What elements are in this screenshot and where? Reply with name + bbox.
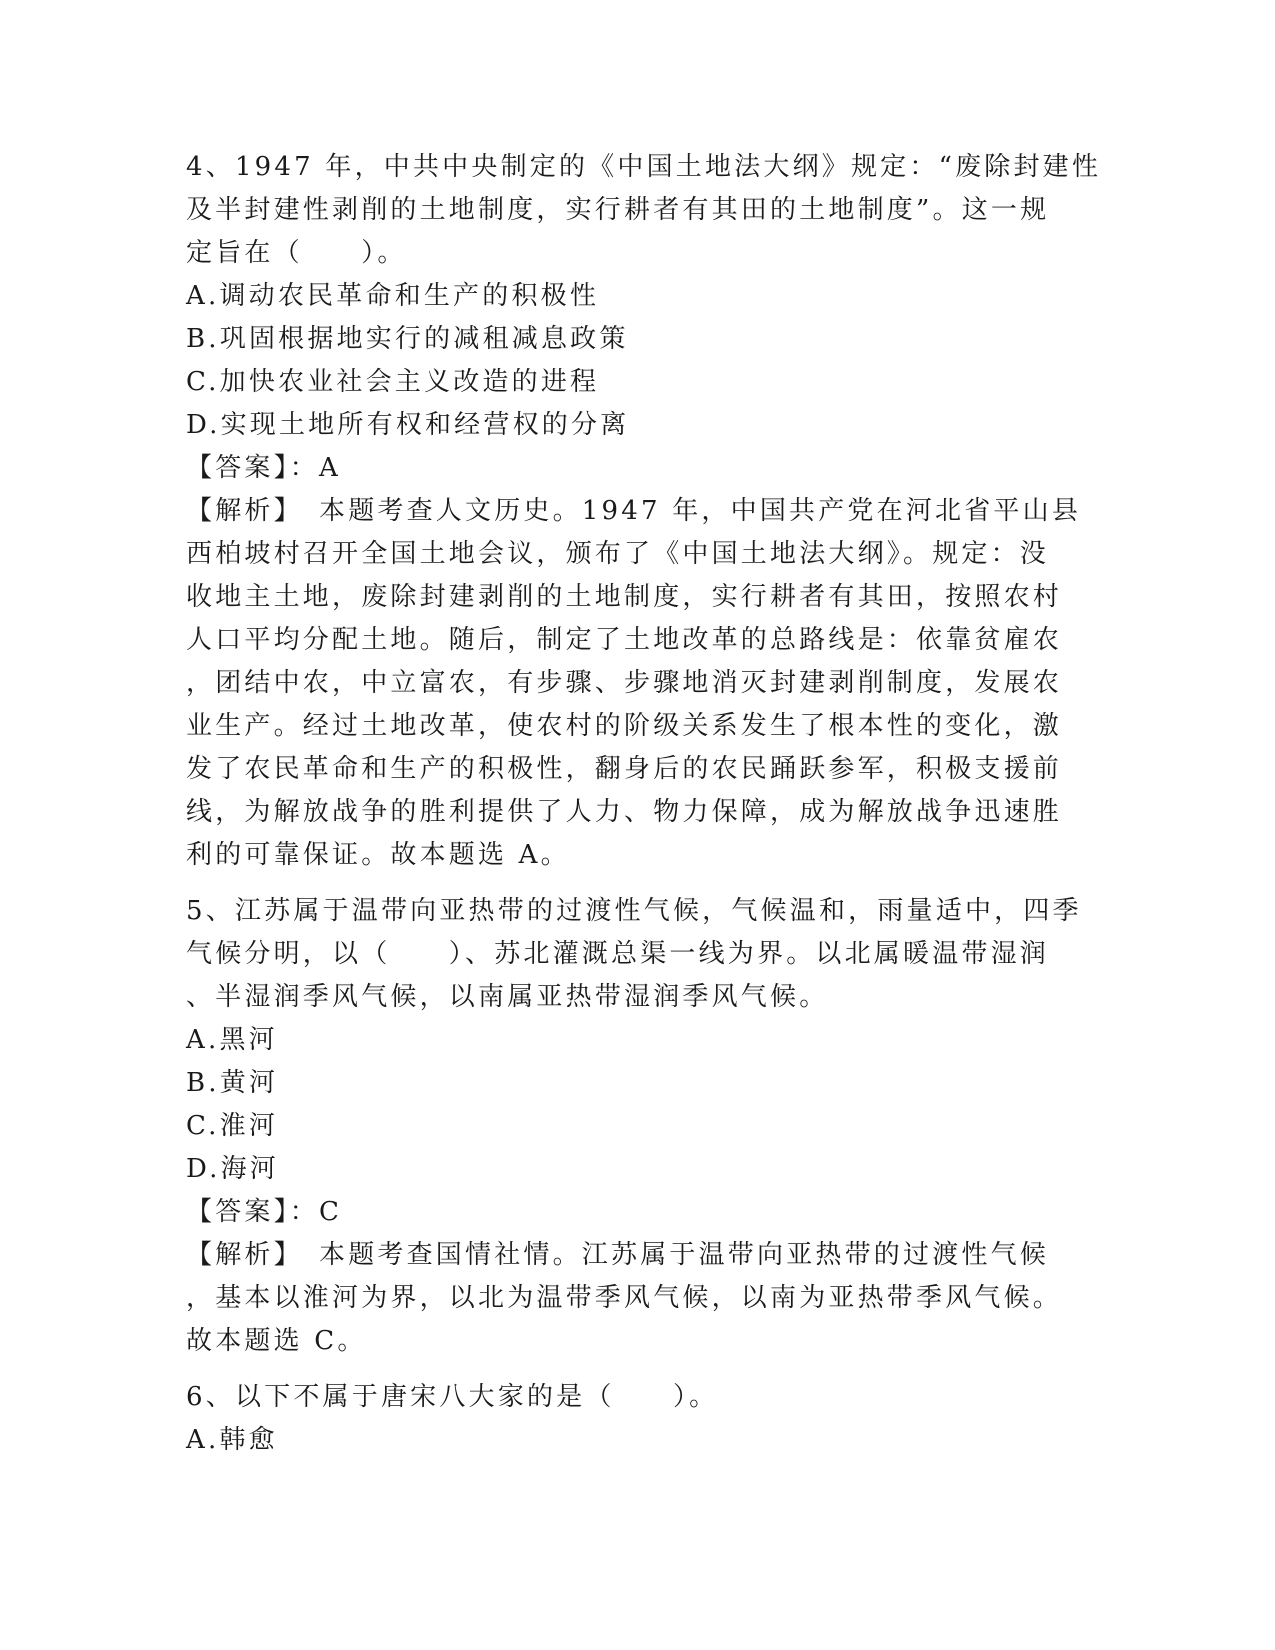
analysis-line: 收地主土地，废除封建剥削的土地制度，实行耕者有其田，按照农村 [186,582,1063,612]
question-5 [186,890,1086,1363]
option-a: A.韩愈 [186,1425,278,1455]
analysis-line: 利的可靠保证。故本题选 A。 [186,840,570,870]
stem-line: 4、1947 年，中共中央制定的《中国土地法大纲》规定：“废除封建性 [186,152,1102,182]
stem-line: 、半湿润季风气候，以南属亚热带湿润季风气候。 [186,982,829,1012]
stem-line: 5、江苏属于温带向亚热带的过渡性气候，气候温和，雨量适中，四季 [186,896,1082,926]
stem-line: 及半封建性剥削的土地制度，实行耕者有其田的土地制度”。这一规 [186,195,1050,225]
option-a: A.黑河 [186,1025,278,1055]
analysis-line: 【解析】 本题考查国情社情。江苏属于温带向亚热带的过渡性气候 [186,1240,1050,1270]
option-b: B.巩固根据地实行的减租减息政策 [186,324,629,354]
analysis-line: 西柏坡村召开全国土地会议，颁布了《中国土地法大纲》。规定：没 [186,539,1050,569]
option-list [186,275,1086,447]
question-stem [186,890,1086,1019]
stem-line: 气候分明，以（ ）、苏北灌溉总渠一线为界。以北属暖温带湿润 [186,939,1050,969]
analysis-line: 【解析】 本题考查人文历史。1947 年，中国共产党在河北省平山县 [186,496,1082,526]
question-spacer [186,1363,1086,1376]
question-spacer [186,877,1086,890]
answer-key: 【答案】：A [186,453,341,483]
question-4 [186,146,1102,877]
analysis-line: 故本题选 C。 [186,1326,367,1356]
option-c: C.加快农业社会主义改造的进程 [186,367,600,397]
answer-key: 【答案】：C [186,1197,343,1227]
document-content [186,146,1102,1462]
analysis-line: ，团结中农，中立富农，有步骤、步骤地消灭封建剥削制度，发展农 [186,668,1063,698]
analysis-line: ，基本以淮河为界，以北为温带季风气候，以南为亚热带季风气候。 [186,1283,1063,1313]
question-6 [186,1376,1086,1462]
option-list [186,1019,1086,1191]
analysis-line: 线，为解放战争的胜利提供了人力、物力保障，成为解放战争迅速胜 [186,797,1063,827]
stem-line: 6、以下不属于唐宋八大家的是（ ）。 [186,1382,719,1412]
analysis [186,490,1086,877]
option-list [186,1419,1086,1462]
option-a: A.调动农民革命和生产的积极性 [186,281,600,311]
option-d: D.实现土地所有权和经营权的分离 [186,410,630,440]
option-c: C.淮河 [186,1111,279,1141]
analysis [186,1234,1086,1363]
question-stem [186,146,1102,275]
question-stem [186,1376,1086,1419]
analysis-line: 人口平均分配土地。随后，制定了土地改革的总路线是：依靠贫雇农 [186,625,1063,655]
option-b: B.黄河 [186,1068,279,1098]
analysis-line: 业生产。经过土地改革，使农村的阶级关系发生了根本性的变化，激 [186,711,1063,741]
stem-line: 定旨在（ ）。 [186,238,407,268]
option-d: D.海河 [186,1154,279,1184]
analysis-line: 发了农民革命和生产的积极性，翻身后的农民踊跃参军，积极支援前 [186,754,1063,784]
